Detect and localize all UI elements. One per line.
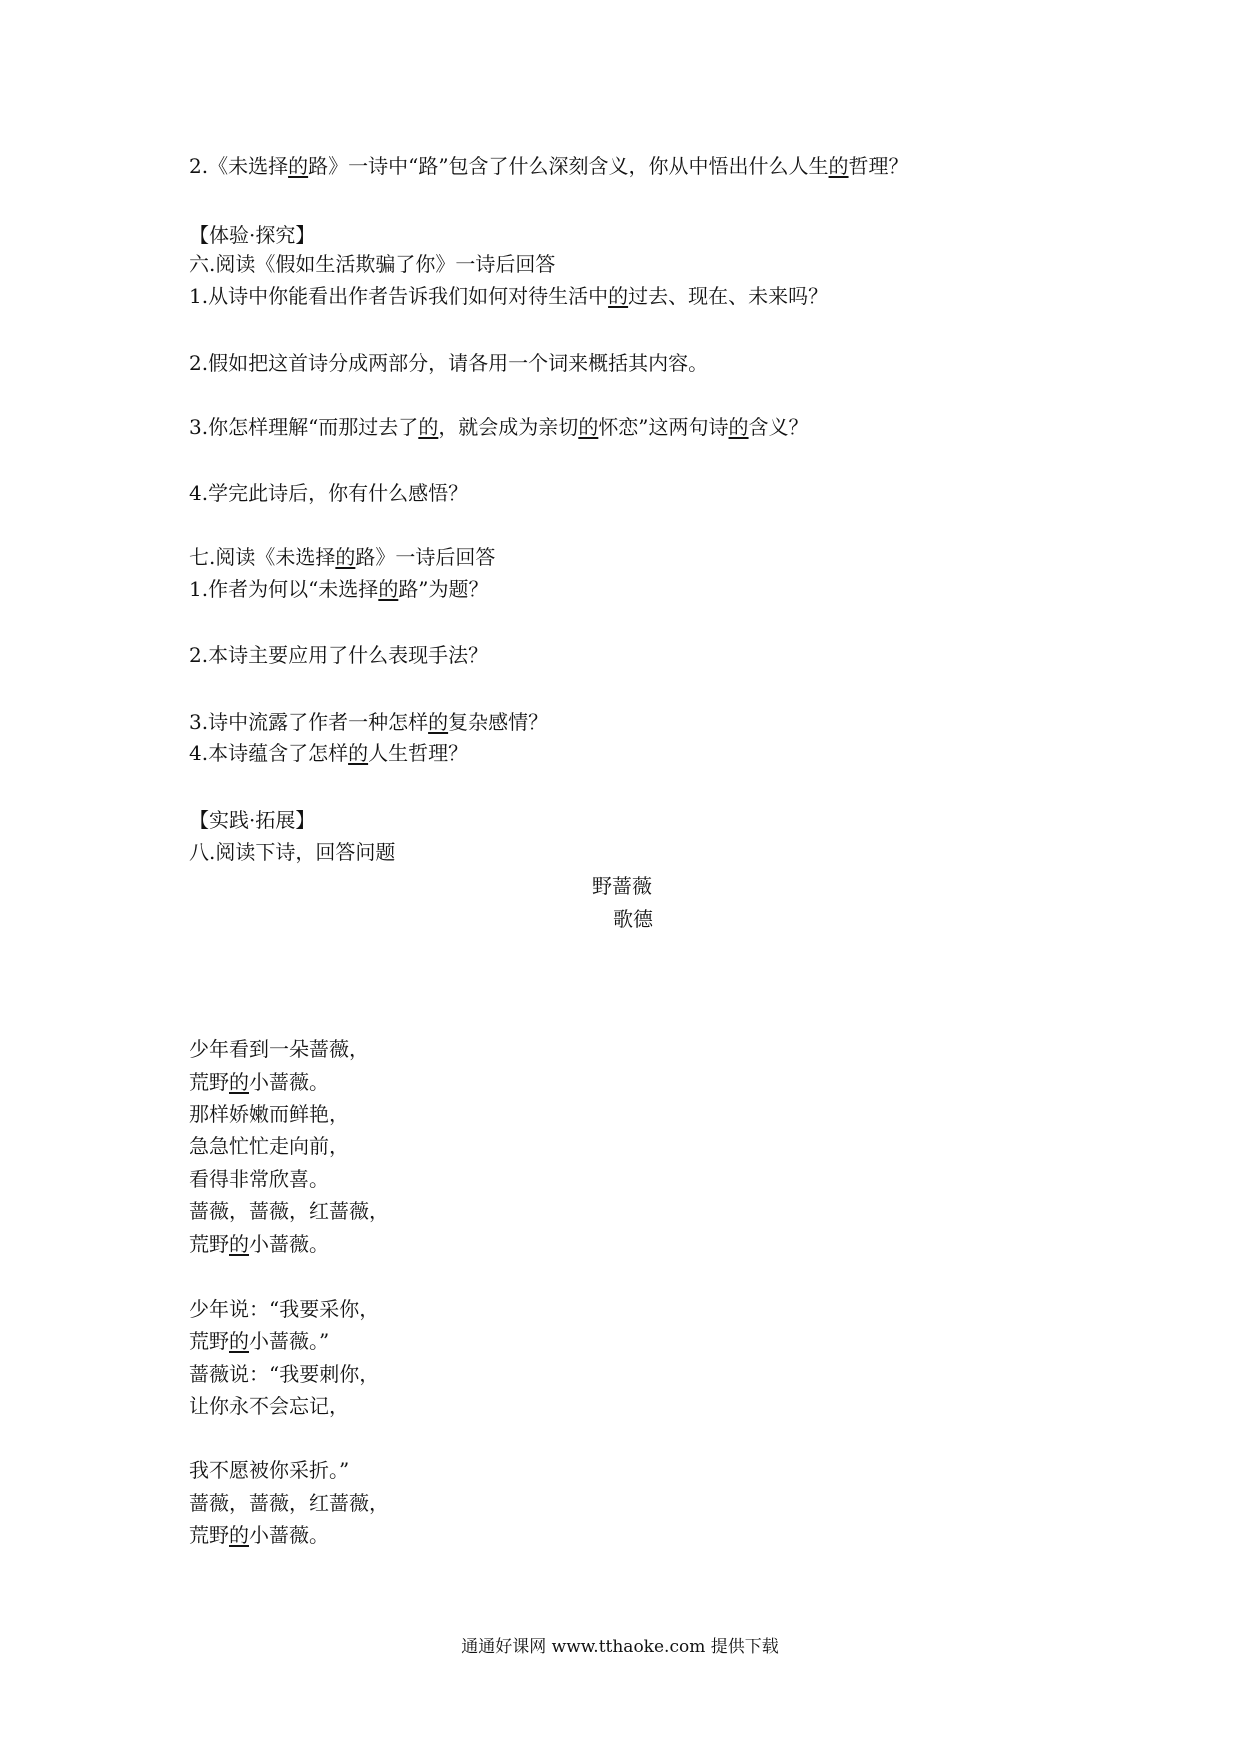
poem-line-10: 蔷薇说：“我要刺你， [189, 1362, 380, 1386]
poem-line-11: 让你永不会忘记， [189, 1394, 349, 1418]
six-question-4: 4.学完此诗后，你有什么感悟？ [189, 481, 469, 505]
poem-title: 野蔷薇 [592, 874, 652, 898]
poem-author: 歌德 [613, 907, 653, 931]
section-six-title: 六.阅读《假如生活欺骗了你》一诗后回答 [189, 252, 556, 276]
section-heading-experience: 【体验·探究】 [189, 223, 316, 247]
seven-question-1: 1.作者为何以“未选择的路”为题？ [189, 577, 489, 601]
poem-line-8: 少年说：“我要采你， [189, 1297, 380, 1321]
poem-line-13: 蔷薇，蔷薇，红蔷薇， [189, 1491, 389, 1515]
poem-line-7: 荒野的小蔷薇。 [189, 1232, 329, 1256]
section-seven-title: 七.阅读《未选择的路》一诗后回答 [189, 545, 496, 569]
poem-line-1: 少年看到一朵蔷薇， [189, 1037, 369, 1061]
poem-line-6: 蔷薇，蔷薇，红蔷薇， [189, 1199, 389, 1223]
six-question-2: 2.假如把这首诗分成两部分，请各用一个词来概括其内容。 [189, 351, 709, 375]
six-question-1: 1.从诗中你能看出作者告诉我们如何对待生活中的过去、现在、未来吗？ [189, 284, 829, 308]
seven-question-4: 4.本诗蕴含了怎样的人生哲理？ [189, 741, 469, 765]
seven-question-3: 3.诗中流露了作者一种怎样的复杂感情？ [189, 710, 549, 734]
six-question-3: 3.你怎样理解“而那过去了的，就会成为亲切的怀恋”这两句诗的含义？ [189, 415, 809, 439]
poem-line-3: 那样娇嫩而鲜艳， [189, 1102, 349, 1126]
poem-line-2: 荒野的小蔷薇。 [189, 1070, 329, 1094]
section-eight-title: 八.阅读下诗，回答问题 [189, 840, 396, 864]
section-heading-practice: 【实践·拓展】 [189, 808, 316, 832]
poem-line-12: 我不愿被你采折。” [189, 1458, 350, 1482]
poem-line-4: 急急忙忙走向前， [189, 1134, 349, 1158]
poem-line-9: 荒野的小蔷薇。” [189, 1329, 330, 1353]
seven-question-2: 2.本诗主要应用了什么表现手法？ [189, 643, 489, 667]
page-footer: 通通好课网 www.tthaoke.com 提供下载 [461, 1637, 779, 1657]
question-2-road: 2.《未选择的路》一诗中“路”包含了什么深刻含义，你从中悟出什么人生的哲理？ [189, 154, 909, 178]
poem-line-5: 看得非常欣喜。 [189, 1167, 329, 1191]
poem-line-14: 荒野的小蔷薇。 [189, 1523, 329, 1547]
